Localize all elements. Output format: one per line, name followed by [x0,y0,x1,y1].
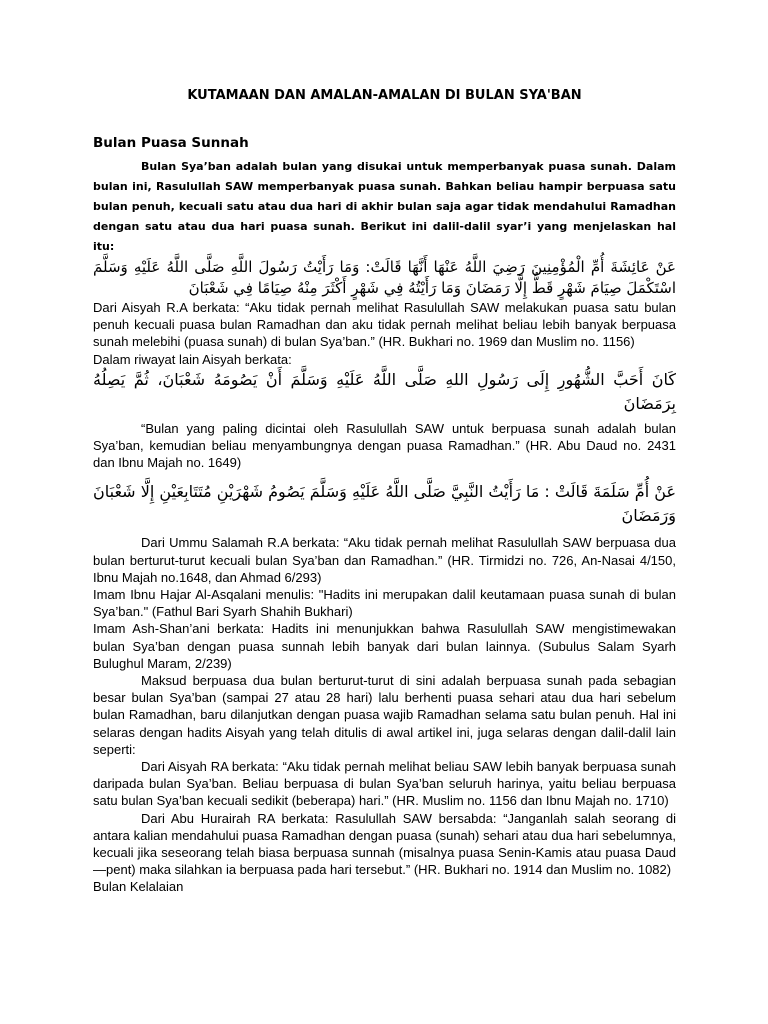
intro-paragraph: Bulan Sya’ban adalah bulan yang disukai untuk memperbanyak puasa sunah. Dalam bulan ini, Rasulullah SAW memperbanyak puasa sunah. Bahkan beliau hampir berpuasa satu bulan penuh, kecuali satu atau dua hari di akhir bulan saja agar tidak mendahului Ramadhan dengan satu atau dua hari puasa sunah. Berikut ini dalil-dalil syar’i yang menjelaskan hal itu: [93,160,676,253]
paragraph-maksud: Maksud berpuasa dua bulan berturut-turut di sini adalah berpuasa sunah pada sebagian besar bulan Sya’ban (sampai 27 atau 28 hari) lalu berhenti puasa sehari atau dua hari sebelum bulan Ramadhan, baru dilanjutkan dengan puasa wajib Ramadhan selama satu bulan penuh. Hal ini selaras dengan hadits Aisyah yang telah ditulis di awal artikel ini, juga selaras dengan dalil-dalil lain seperti: [93,673,676,757]
translation-aisyah-2: “Bulan yang paling dicintai oleh Rasulullah SAW untuk berpuasa sunah adalah bulan Sya’ban, kemudian beliau menyambungnya dengan puasa Ramadhan.” (HR. Abu Daud no. 2431 dan Ibnu Majah no. 1649) [93,420,676,471]
paragraph-abu-hurairah: Dari Abu Hurairah RA berkata: Rasulullah SAW bersabda: “Janganlah salah seorang di antara kalian mendahului puasa Ramadhan dengan puasa (sunah) sehari atau dua hari sebelumnya, kecuali jika seseorang telah biasa berpuasa sunnah (misalnya puasa Senin-Kamis atau puasa Daud—pent) maka silahkan ia berpuasa pada hari tersebut.” (HR. Bukhari no. 1914 dan Muslim no. 1082) [93,810,676,878]
arabic-hadith-aisyah: عَنْ عَائِشَةَ أُمِّ الْمُؤْمِنِينَ رَضِيَ اللَّهُ عَنْهَا أَنَّهَا قَالَتْ: وَمَا رَأَيْتُ رَسُولَ اللَّهِ صَلَّى اللَّهُ عَلَيْهِ وَسَلَّمَ اسْتَكْمَلَ صِيَامَ شَهْرٍ قَطُّ إِلَّا رَمَضَانَ وَمَا رَأَيْتُهُ فِي شَهْرٍ أَكْثَرَ مِنْهُ صِيَامًا فِي شَعْبَانَ [93,258,676,297]
arabic-hadith-aisyah-2: كَانَ أَحَبَّ الشُّهُورِ إِلَى رَسُولِ اللهِ صَلَّى اللَّهُ عَلَيْهِ وَسَلَّمَ أَنْ يَصُومَهُ شَعْبَانَ، ثُمَّ يَصِلُهُ بِرَمَضَانَ [93,369,676,413]
section-heading-puasa-sunnah: Bulan Puasa Sunnah [93,135,249,151]
riwayat-lain-line: Dalam riwayat lain Aisyah berkata: [93,351,292,367]
next-section-heading: Bulan Kelalaian [93,879,184,895]
translation-aisyah: Dari Aisyah R.A berkata: “Aku tidak pernah melihat Rasulullah SAW melakukan puasa satu bulan penuh kecuali puasa bulan Ramadhan dan aku tidak pernah melihat beliau lebih banyak berpuasa sunah melebihi (puasa sunah) di bulan Sya’ban.” (HR. Bukhari no. 1969 dan Muslim no. 1156) [93,300,676,350]
quote-ibnu-hajar: Imam Ibnu Hajar Al-Asqalani menulis: "Hadits ini merupakan dalil keutamaan puasa sunah di bulan Sya’ban." (Fathul Bari Syarh Shahih Bukhari) [93,587,676,620]
quote-ash-shanani: Imam Ash-Shan’ani berkata: Hadits ini menunjukkan bahwa Rasulullah SAW mengistimewakan bulan Sya’ban dengan puasa sunnah lebih banyak dari bulan lainnya. (Subulus Salam Syarh Bulughul Maram, 2/239) [93,621,676,671]
document-title: KUTAMAAN DAN AMALAN-AMALAN DI BULAN SYA'BAN [187,88,582,103]
translation-ummu-salamah: Dari Ummu Salamah R.A berkata: “Aku tidak pernah melihat Rasulullah SAW berpuasa dua bulan berturut-turut kecuali bulan Sya’ban dan Ramadhan.” (HR. Tirmidzi no. 726, An-Nasai 4/150, Ibnu Majah no.1648, dan Ahmad 6/293) [93,535,676,585]
paragraph-aisyah-ra: Dari Aisyah RA berkata: “Aku tidak pernah melihat beliau SAW lebih banyak berpuasa sunah daripada bulan Sya’ban. Beliau berpuasa di bulan Sya’ban seluruh harinya, yaitu beliau berpuasa satu bulan Sya’ban kecuali sedikit (beberapa) hari.” (HR. Muslim no. 1156 dan Ibnu Majah no. 1710) [93,759,676,809]
arabic-hadith-ummu-salamah: عَنْ أُمِّ سَلَمَةَ قَالَتْ : مَا رَأَيْتُ النَّبِيَّ صَلَّى اللَّهُ عَلَيْهِ وَسَلَّمَ يَصُومُ شَهْرَيْنِ مُتَتَابِعَيْنِ إِلَّا شَعْبَانَ وَرَمَضَانَ [93,482,676,526]
